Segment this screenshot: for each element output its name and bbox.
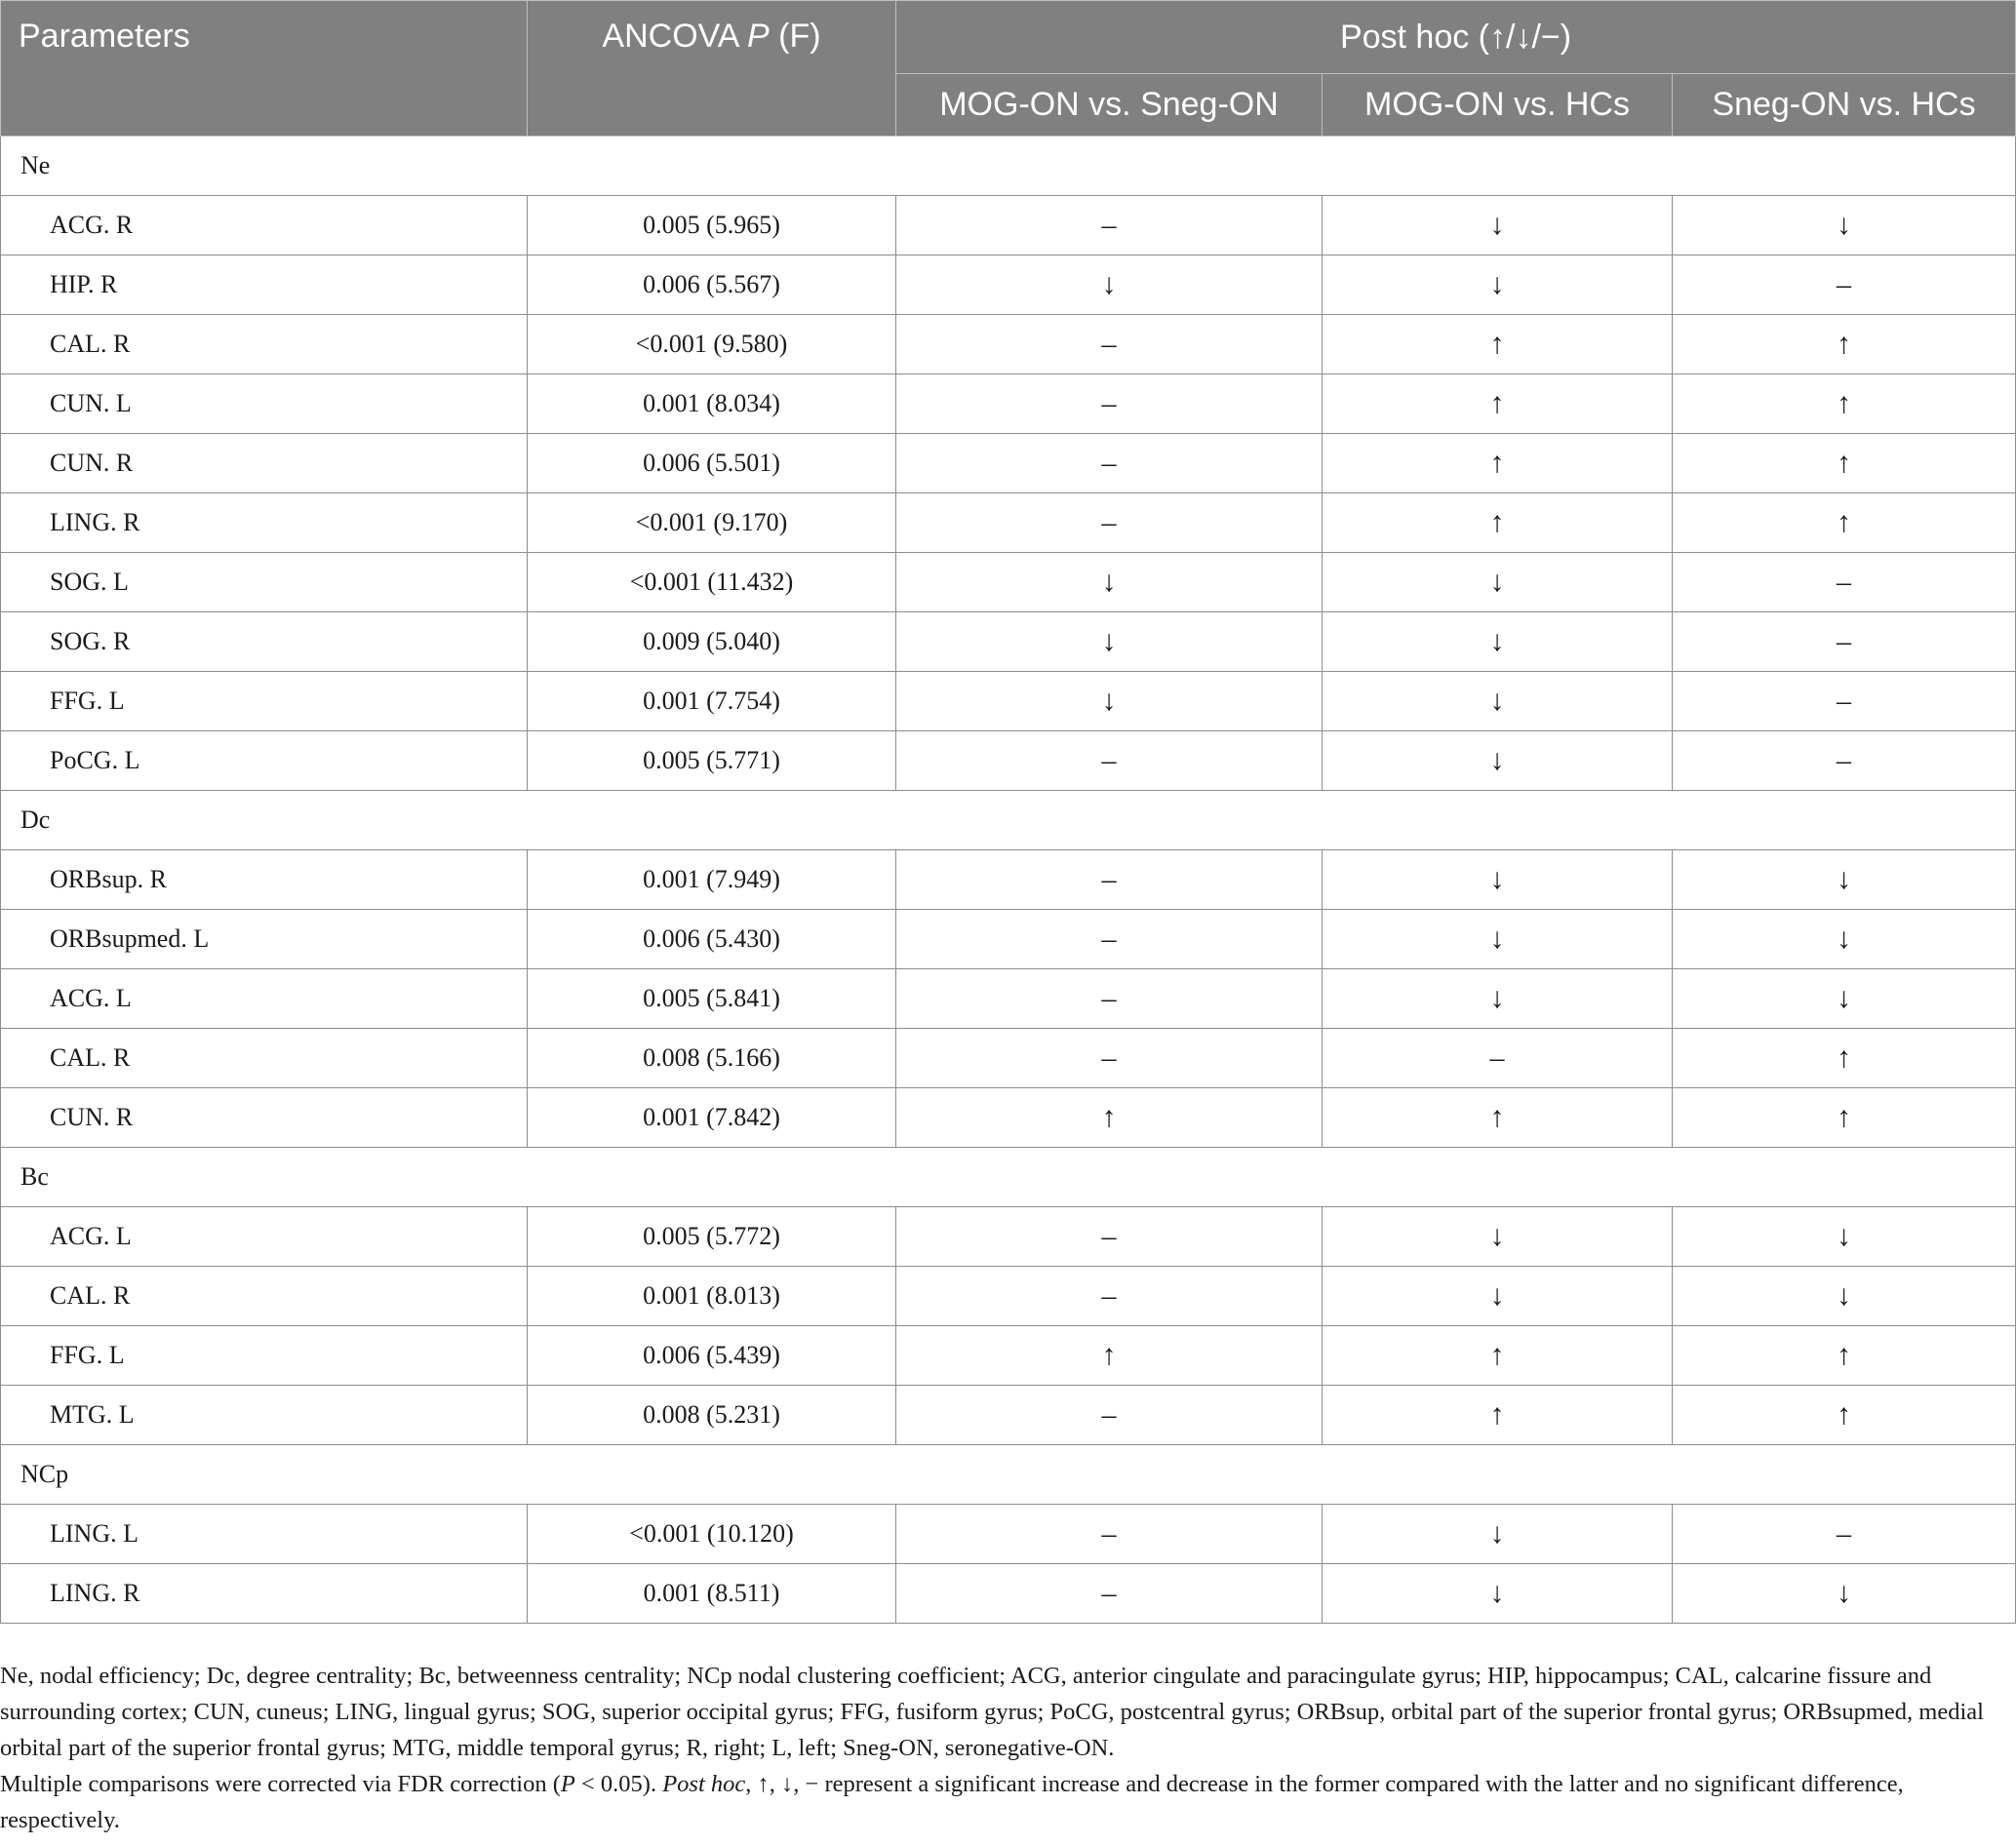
table-row: [1, 315, 2016, 374]
posthoc-sneg-vs-hcs-cell: –: [1673, 255, 2016, 315]
header-sneg-vs-hcs: Sneg-ON vs. HCs: [1673, 74, 2016, 137]
posthoc-mog-vs-hcs-cell: ↓: [1323, 1207, 1673, 1267]
parameter-cell: LING. R: [1, 493, 528, 553]
table-row: [1, 493, 2016, 553]
parameter-cell: CUN. R: [1, 434, 528, 493]
posthoc-mog-vs-sneg-cell: –: [896, 315, 1323, 374]
header-ancova-suffix: (F): [769, 18, 821, 55]
table-row: [1, 255, 2016, 315]
table-row: [1, 196, 2016, 255]
posthoc-mog-vs-hcs-cell: ↓: [1323, 969, 1673, 1029]
posthoc-sneg-vs-hcs-cell: ↑: [1673, 1029, 2016, 1088]
parameter-cell: SOG. R: [1, 612, 528, 672]
parameter-cell: ORBsupmed. L: [1, 910, 528, 969]
ancova-cell: <0.001 (9.580): [528, 315, 896, 374]
parameter-cell: LING. L: [1, 1505, 528, 1564]
ancova-cell: 0.009 (5.040): [528, 612, 896, 672]
ancova-cell: 0.008 (5.231): [528, 1386, 896, 1445]
parameter-cell: SOG. L: [1, 553, 528, 612]
posthoc-mog-vs-hcs-cell: ↓: [1323, 672, 1673, 731]
header-mog-vs-sneg: MOG-ON vs. Sneg-ON: [896, 74, 1323, 137]
table-row: [1, 1207, 2016, 1267]
section-label: Ne: [1, 137, 2016, 196]
posthoc-mog-vs-sneg-cell: –: [896, 493, 1323, 553]
header-mog-vs-hcs: MOG-ON vs. HCs: [1323, 74, 1673, 137]
table-row: [1, 1088, 2016, 1148]
ancova-cell: 0.001 (7.949): [528, 850, 896, 910]
header-ancova-p: P: [747, 18, 770, 55]
parameter-cell: ACG. L: [1, 969, 528, 1029]
footnote-correction-p: P: [560, 1771, 575, 1797]
table-row: [1, 969, 2016, 1029]
ancova-cell: 0.006 (5.567): [528, 255, 896, 315]
posthoc-mog-vs-hcs-cell: ↑: [1323, 1386, 1673, 1445]
section-row: [1, 791, 2016, 850]
footnote-abbreviations: Ne, nodal efficiency; Dc, degree centrality; Bc, betweenness centrality; NCp nodal clustering coefficient; ACG, anterior cingulate and paracingulate gyrus; HIP, hippocampus; CAL, calcarine fissure and surrounding cortex; CUN, cuneus; LING, lingual gyrus; SOG, superior occipital gyrus; FFG, fusiform gyrus; PoCG, postcentral gyrus; ORBsup, orbital part of the superior frontal gyrus; ORBsupmed, medial orbital part of the superior frontal gyrus; MTG, middle temporal gyrus; R, right; L, left; Sneg-ON, seronegative-ON.: [0, 1663, 1984, 1761]
table-row: [1, 1564, 2016, 1624]
posthoc-sneg-vs-hcs-cell: ↑: [1673, 434, 2016, 493]
posthoc-mog-vs-hcs-cell: ↓: [1323, 731, 1673, 791]
ancova-cell: 0.001 (8.034): [528, 374, 896, 434]
ancova-cell: <0.001 (11.432): [528, 553, 896, 612]
posthoc-mog-vs-hcs-cell: ↑: [1323, 493, 1673, 553]
posthoc-mog-vs-sneg-cell: –: [896, 731, 1323, 791]
section-label: Dc: [1, 791, 2016, 850]
parameter-cell: LING. R: [1, 1564, 528, 1624]
posthoc-sneg-vs-hcs-cell: ↑: [1673, 1326, 2016, 1386]
section-row: [1, 137, 2016, 196]
posthoc-mog-vs-hcs-cell: ↑: [1323, 434, 1673, 493]
posthoc-mog-vs-sneg-cell: –: [896, 910, 1323, 969]
table-row: [1, 1029, 2016, 1088]
ancova-cell: 0.005 (5.771): [528, 731, 896, 791]
section-label: NCp: [1, 1445, 2016, 1505]
table-body: [1, 137, 2016, 1624]
posthoc-mog-vs-sneg-cell: –: [896, 1267, 1323, 1326]
table-row: [1, 731, 2016, 791]
footnote-correction-text-3: , ↑, ↓, − represent a significant increase and decrease in the former compared with the latter and no significant difference, respectively.: [0, 1771, 1904, 1833]
parameter-cell: CAL. R: [1, 1029, 528, 1088]
header-ancova: [528, 1, 896, 137]
ancova-cell: <0.001 (10.120): [528, 1505, 896, 1564]
table-row: [1, 850, 2016, 910]
ancova-cell: 0.008 (5.166): [528, 1029, 896, 1088]
posthoc-sneg-vs-hcs-cell: ↓: [1673, 910, 2016, 969]
posthoc-mog-vs-hcs-cell: ↓: [1323, 1564, 1673, 1624]
posthoc-sneg-vs-hcs-cell: –: [1673, 553, 2016, 612]
posthoc-mog-vs-sneg-cell: ↓: [896, 553, 1323, 612]
ancova-cell: <0.001 (9.170): [528, 493, 896, 553]
section-row: [1, 1148, 2016, 1207]
parameter-cell: PoCG. L: [1, 731, 528, 791]
table-row: [1, 1267, 2016, 1326]
table-row: [1, 553, 2016, 612]
posthoc-mog-vs-sneg-cell: –: [896, 969, 1323, 1029]
posthoc-sneg-vs-hcs-cell: –: [1673, 1505, 2016, 1564]
posthoc-mog-vs-sneg-cell: –: [896, 434, 1323, 493]
posthoc-mog-vs-sneg-cell: –: [896, 1564, 1323, 1624]
posthoc-mog-vs-sneg-cell: –: [896, 850, 1323, 910]
posthoc-mog-vs-hcs-cell: ↓: [1323, 850, 1673, 910]
parameter-cell: ACG. R: [1, 196, 528, 255]
parameter-cell: HIP. R: [1, 255, 528, 315]
parameter-cell: FFG. L: [1, 1326, 528, 1386]
posthoc-mog-vs-hcs-cell: ↓: [1323, 1505, 1673, 1564]
posthoc-sneg-vs-hcs-cell: ↓: [1673, 1267, 2016, 1326]
posthoc-sneg-vs-hcs-cell: ↑: [1673, 315, 2016, 374]
posthoc-mog-vs-sneg-cell: –: [896, 1386, 1323, 1445]
posthoc-mog-vs-hcs-cell: ↓: [1323, 1267, 1673, 1326]
posthoc-mog-vs-sneg-cell: –: [896, 374, 1323, 434]
header-ancova-prefix: ANCOVA: [602, 18, 748, 55]
posthoc-sneg-vs-hcs-cell: ↑: [1673, 374, 2016, 434]
ancova-cell: 0.001 (8.013): [528, 1267, 896, 1326]
posthoc-mog-vs-hcs-cell: ↑: [1323, 1088, 1673, 1148]
ancova-cell: 0.001 (7.842): [528, 1088, 896, 1148]
parameter-cell: MTG. L: [1, 1386, 528, 1445]
posthoc-mog-vs-hcs-cell: ↓: [1323, 553, 1673, 612]
table-row: [1, 910, 2016, 969]
posthoc-mog-vs-sneg-cell: ↑: [896, 1326, 1323, 1386]
table-header: [1, 1, 2016, 137]
ancova-cell: 0.001 (7.754): [528, 672, 896, 731]
table-row: [1, 1505, 2016, 1564]
posthoc-mog-vs-sneg-cell: ↓: [896, 255, 1323, 315]
parameter-cell: CAL. R: [1, 315, 528, 374]
posthoc-mog-vs-hcs-cell: ↑: [1323, 1326, 1673, 1386]
parameter-cell: FFG. L: [1, 672, 528, 731]
posthoc-mog-vs-hcs-cell: ↑: [1323, 315, 1673, 374]
posthoc-sneg-vs-hcs-cell: ↓: [1673, 196, 2016, 255]
parameter-cell: CUN. L: [1, 374, 528, 434]
posthoc-sneg-vs-hcs-cell: ↓: [1673, 1207, 2016, 1267]
ancova-cell: 0.005 (5.772): [528, 1207, 896, 1267]
posthoc-mog-vs-sneg-cell: –: [896, 1029, 1323, 1088]
posthoc-sneg-vs-hcs-cell: ↓: [1673, 1564, 2016, 1624]
parameter-cell: ACG. L: [1, 1207, 528, 1267]
table-row: [1, 672, 2016, 731]
posthoc-mog-vs-sneg-cell: –: [896, 1505, 1323, 1564]
header-posthoc: Post hoc (↑/↓/−): [896, 1, 2016, 74]
section-label: Bc: [1, 1148, 2016, 1207]
posthoc-mog-vs-hcs-cell: ↓: [1323, 255, 1673, 315]
posthoc-mog-vs-hcs-cell: –: [1323, 1029, 1673, 1088]
parameter-cell: ORBsup. R: [1, 850, 528, 910]
posthoc-mog-vs-sneg-cell: ↓: [896, 672, 1323, 731]
table-row: [1, 1386, 2016, 1445]
header-parameters: Parameters: [1, 1, 528, 137]
footnote-correction-text-2: < 0.05).: [574, 1771, 663, 1797]
table-row: [1, 612, 2016, 672]
table-row: [1, 374, 2016, 434]
section-row: [1, 1445, 2016, 1505]
posthoc-mog-vs-hcs-cell: ↓: [1323, 910, 1673, 969]
table-row: [1, 434, 2016, 493]
footnote-correction: [0, 1766, 1999, 1838]
table-footnotes: [0, 1658, 1999, 1838]
posthoc-mog-vs-hcs-cell: ↑: [1323, 374, 1673, 434]
posthoc-mog-vs-sneg-cell: ↓: [896, 612, 1323, 672]
posthoc-sneg-vs-hcs-cell: ↑: [1673, 1088, 2016, 1148]
table-row: [1, 1326, 2016, 1386]
ancova-cell: 0.005 (5.965): [528, 196, 896, 255]
ancova-cell: 0.006 (5.439): [528, 1326, 896, 1386]
ancova-cell: 0.005 (5.841): [528, 969, 896, 1029]
posthoc-mog-vs-sneg-cell: –: [896, 1207, 1323, 1267]
posthoc-sneg-vs-hcs-cell: ↑: [1673, 493, 2016, 553]
posthoc-mog-vs-hcs-cell: ↓: [1323, 196, 1673, 255]
posthoc-sneg-vs-hcs-cell: ↓: [1673, 969, 2016, 1029]
footnote-correction-posthoc: Post hoc: [662, 1771, 746, 1797]
posthoc-sneg-vs-hcs-cell: –: [1673, 672, 2016, 731]
posthoc-sneg-vs-hcs-cell: ↓: [1673, 850, 2016, 910]
parameter-cell: CAL. R: [1, 1267, 528, 1326]
ancova-cell: 0.001 (8.511): [528, 1564, 896, 1624]
parameter-cell: CUN. R: [1, 1088, 528, 1148]
ancova-cell: 0.006 (5.430): [528, 910, 896, 969]
posthoc-mog-vs-hcs-cell: ↓: [1323, 612, 1673, 672]
ancova-cell: 0.006 (5.501): [528, 434, 896, 493]
posthoc-sneg-vs-hcs-cell: –: [1673, 612, 2016, 672]
posthoc-mog-vs-sneg-cell: –: [896, 196, 1323, 255]
footnote-correction-text-1: Multiple comparisons were corrected via FDR correction (: [0, 1771, 561, 1797]
posthoc-sneg-vs-hcs-cell: –: [1673, 731, 2016, 791]
posthoc-sneg-vs-hcs-cell: ↑: [1673, 1386, 2016, 1445]
posthoc-mog-vs-sneg-cell: ↑: [896, 1088, 1323, 1148]
